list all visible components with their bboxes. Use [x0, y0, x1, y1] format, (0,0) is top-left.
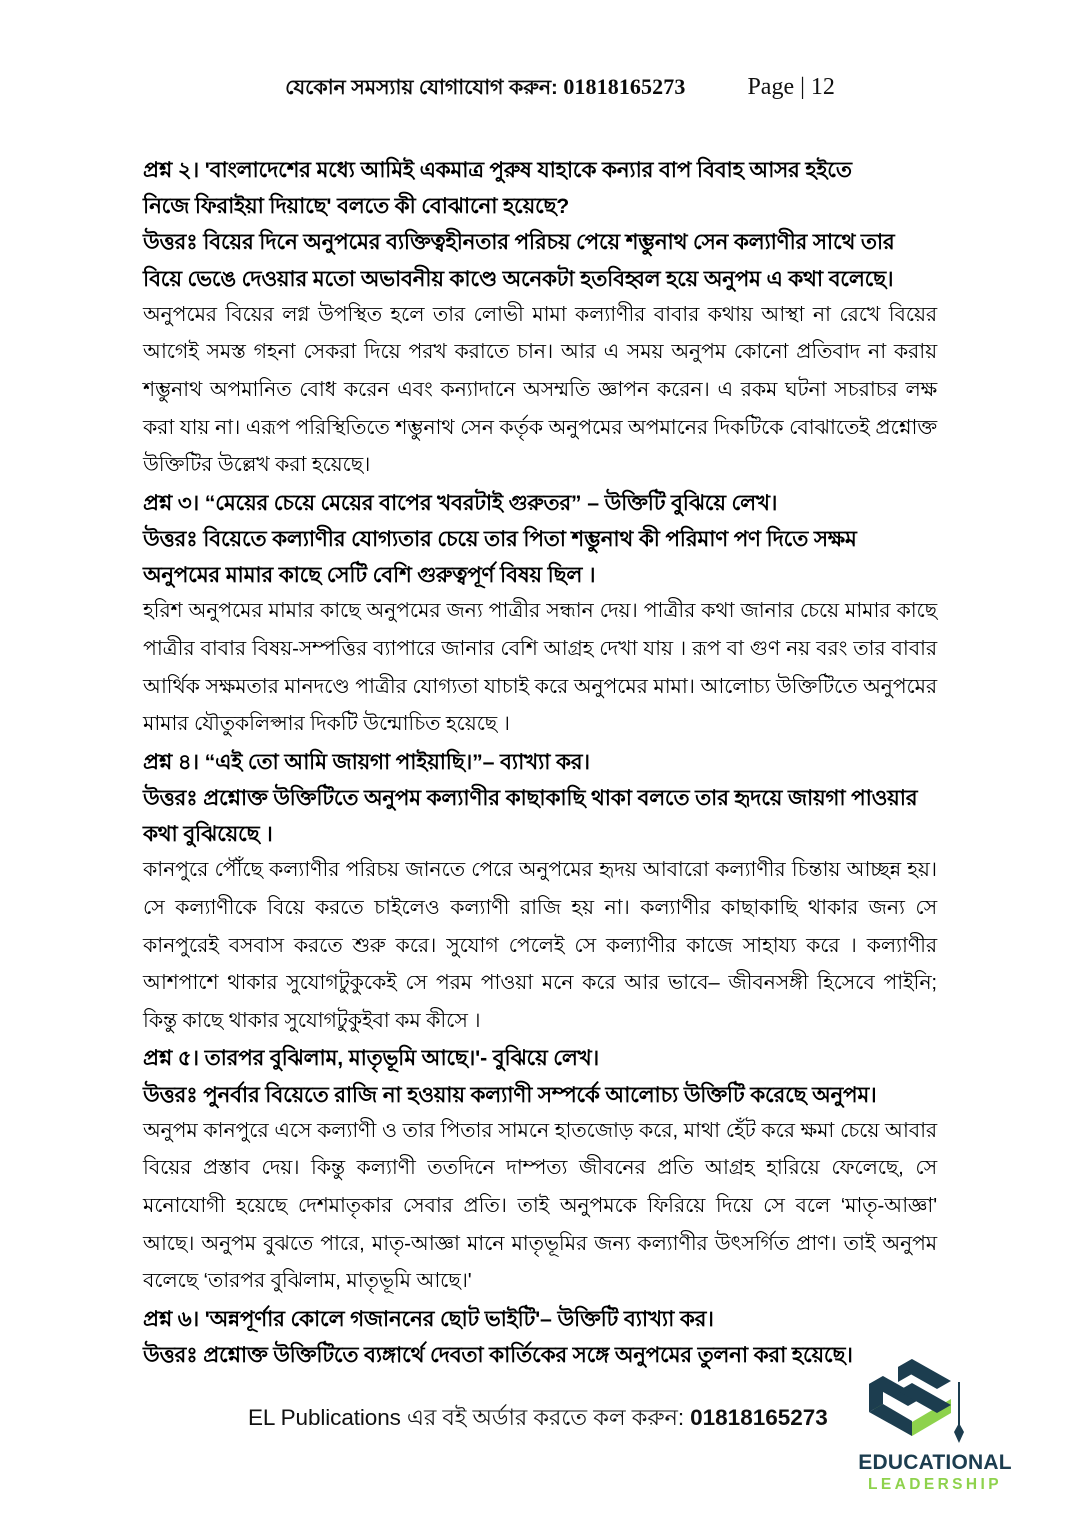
page-content	[143, 152, 937, 1373]
qa-block-3	[143, 485, 937, 744]
educational-leadership-logo	[845, 1352, 1025, 1502]
answer-4-body: কানপুরে পৌঁছে কল্যাণীর পরিচয় জানতে পেরে অনুপমের হৃদয় আবারো কল্যাণীর চিন্তায় আচ্ছন্ন হয়। সে কল্যাণীকে বিয়ে করতে চাইলেও কল্যাণী রাজি হয় না। কল্যাণীর কাছাকাছি থাকার জন্য সে কানপুরেই বসবাস করতে শুরু করে। সুযোগ পেলেই সে কল্যাণীর কাজে সাহায্য করে । কল্যাণীর আশপাশে থাকার সুযোগটুকুকেই সে পরম পাওয়া মনে করে আর ভাবে– জীবনসঙ্গী হিসেবে পাইনি; কিন্তু কাছে থাকার সুযোগটুকুইবা কম কীসে ।	[143, 859, 937, 1032]
answer-3-lead-line-2: অনুপমের মামার কাছে সেটি বেশি গুরুত্বপূর্ণ বিষয় ছিল ।	[143, 563, 596, 588]
answer-2-lead-line-2: বিয়ে ভেঙে দেওয়ার মতো অভাবনীয় কাণ্ডে অনেকটা হতবিহ্বল হয়ে অনুপম এ কথা বলেছে।	[143, 266, 894, 291]
header-contact-label: যেকোন সমস্যায় যোগাযোগ করুন:	[285, 76, 558, 99]
graduation-cap-icon	[853, 1352, 983, 1452]
footer-phone: 01818165273	[690, 1405, 828, 1430]
question-3-line-1: প্রশ্ন ৩। “মেয়ের চেয়ে মেয়ের বাপের খবরটাই গুরুতর” – উক্তিটি বুঝিয়ে লেখ।	[143, 490, 778, 515]
logo-wordmark	[845, 1452, 1025, 1493]
question-4-line-1: প্রশ্ন ৪। “এই তো আমি জায়গা পাইয়াছি।”– ব্যাখ্যা কর।	[143, 749, 590, 774]
qa-block-2	[143, 152, 937, 485]
answer-2-lead-line-1: উত্তরঃ বিয়ের দিনে অনুপমের ব্যক্তিত্বহীনতার পরিচয় পেয়ে শম্ভুনাথ সেন কল্যাণীর সাথে তার	[143, 230, 895, 255]
answer-3-body: হরিশ অনুপমের মামার কাছে অনুপমের জন্য পাত্রীর সন্ধান দেয়। পাত্রীর কথা জানার চেয়ে মামার কাছে পাত্রীর বাবার বিষয়-সম্পত্তির ব্যাপারে জানার বেশি আগ্রহ দেখা যায় । রূপ বা গুণ নয় বরং তার বাবার আর্থিক সক্ষমতার মানদণ্ডে পাত্রীর যোগ্যতা যাচাই করে অনুপমের মামা। আলোচ্য উক্তিটিতে অনুপমের মামার যৌতুকলিপ্সার দিকটি উন্মোচিত হয়েছে ।	[143, 600, 937, 736]
answer-5-lead-line-1: উত্তরঃ পুনর্বার বিয়েতে রাজি না হওয়ায় কল্যাণী সম্পর্কে আলোচ্য উক্তিটি করেছে অনুপম।	[143, 1082, 877, 1107]
logo-word-leadership: LEADERSHIP	[868, 1476, 1002, 1494]
answer-3-lead-line-1: উত্তরঃ বিয়েতে কল্যাণীর যোগ্যতার চেয়ে তার পিতা শম্ভুনাথ কী পরিমাণ পণ দিতে সক্ষম	[143, 526, 857, 551]
answer-4-lead-line-2: কথা বুঝিয়েছে ।	[143, 822, 273, 847]
page-header	[140, 72, 980, 112]
answer-4-lead-line-1: উত্তরঃ প্রশ্নোক্ত উক্তিটিতে অনুপম কল্যাণীর কাছাকাছি থাকা বলতে তার হৃদয়ে জায়গা পাওয়ার	[143, 785, 918, 810]
question-2-line-1: প্রশ্ন ২। 'বাংলাদেশের মধ্যে আমিই একমাত্র পুরুষ যাহাকে কন্যার বাপ বিবাহ আসর হইতে	[143, 158, 852, 182]
page-footer	[0, 1380, 1080, 1520]
header-contact-line	[285, 72, 685, 106]
logo-word-educational: EDUCATIONAL	[858, 1451, 1012, 1474]
qa-block-5	[143, 1040, 937, 1300]
footer-brand: EL Publications	[248, 1405, 401, 1430]
qa-block-6	[143, 1301, 937, 1373]
question-2-line-2: নিজে ফিরাইয়া দিয়াছে' বলতে কী বোঝানো হয়েছে?	[143, 194, 570, 219]
question-5-line-1: প্রশ্ন ৫। তারপর বুঝিলাম, মাতৃভূমি আছে।'- বুঝিয়ে লেখ।	[143, 1046, 599, 1071]
question-6-line-1: প্রশ্ন ৬। 'অন্নপূর্ণার কোলে গজাননের ছোট ভাইটি'– উক্তিটি ব্যাখ্যা কর।	[143, 1306, 714, 1331]
answer-2-body: অনুপমের বিয়ের লগ্ন উপস্থিত হলে তার লোভী মামা কল্যাণীর বাবার কথায় আস্থা না রেখে বিয়ের আগেই সমস্ত গহনা সেকরা দিয়ে পরখ করাতে চান। আর এ সময় অনুপম কোনো প্রতিবাদ না করায় শম্ভুনাথ অপমানিত বোধ করেন এবং কন্যাদানে অসম্মতি জ্ঞাপন করেন। এ রকম ঘটনা সচরাচর লক্ষ করা যায় না। এরূপ পরিস্থিতিতে শম্ভুনাথ সেন কর্তৃক অনুপমের অপমানের দিকটিকে বোঝাতেই প্রশ্নোক্ত উক্তিটির উল্লেখ করা হয়েছে।	[143, 303, 937, 477]
footer-order-line	[248, 1400, 828, 1438]
footer-order-text: এর বই অর্ডার করতে কল করুন:	[406, 1405, 684, 1430]
header-contact-phone: 01818165273	[563, 74, 686, 99]
answer-5-body: অনুপম কানপুরে এসে কল্যাণী ও তার পিতার সামনে হাতজোড় করে, মাথা হেঁট করে ক্ষমা চেয়ে আবার বিয়ের প্রস্তাব দেয়। কিন্তু কল্যাণী ততদিনে দাম্পত্য জীবনের প্রতি আগ্রহ হারিয়ে ফেলেছে, সে মনোযোগী হয়েছে দেশমাতৃকার সেবার প্রতি। তাই অনুপমকে ফিরিয়ে দিয়ে সে বলে ‘মাতৃ-আজ্ঞা' আছে। অনুপম বুঝতে পারে, মাতৃ-আজ্ঞা মানে মাতৃভূমির জন্য কল্যাণীর উৎসর্গিত প্রাণ। তাই অনুপম বলেছে ‘তারপর বুঝিলাম, মাতৃভূমি আছে।'	[143, 1119, 937, 1293]
page-number: Page | 12	[747, 74, 835, 100]
answer-6-lead-line-1: উত্তরঃ প্রশ্নোক্ত উক্তিটিতে ব্যঙ্গার্থে দেবতা কার্তিকের সঙ্গে অনুপমের তুলনা করা হয়েছে।	[143, 1342, 853, 1367]
qa-block-4	[143, 744, 937, 1041]
